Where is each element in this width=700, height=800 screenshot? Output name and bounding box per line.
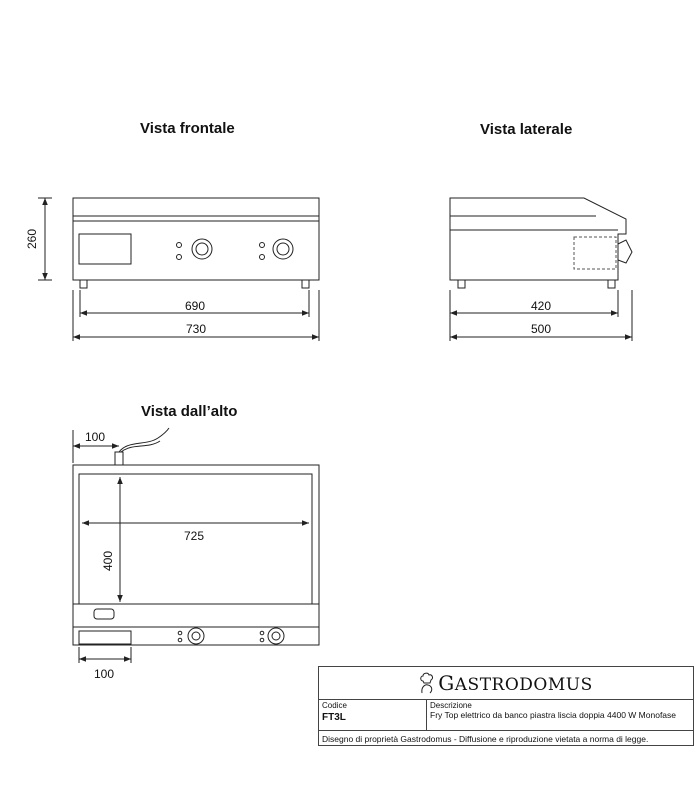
foot [458, 280, 465, 288]
front-height-label: 260 [25, 228, 39, 250]
foot [80, 280, 87, 288]
top-panel-width-label: 100 [93, 667, 115, 681]
code-cell [319, 700, 427, 730]
indicator-light-icon [260, 243, 265, 248]
front-drip-tray [79, 234, 131, 264]
control-knob-icon [273, 239, 293, 259]
top-drip-tray [79, 631, 131, 644]
brand-name: GASTRODOMUS [438, 671, 593, 695]
description-value: Fry Top elettrico da banco piastra liscia doppia 4400 W Monofase [430, 710, 677, 720]
cable-gland [115, 452, 123, 465]
indicator-light-icon [177, 243, 182, 248]
side-body [450, 198, 626, 280]
side-knob-profile [618, 240, 632, 263]
brand-logo [319, 667, 693, 700]
top-view-title: Vista dall’alto [141, 403, 238, 420]
foot [608, 280, 615, 288]
side-drip-tray-hidden [574, 237, 616, 269]
front-view [38, 198, 319, 341]
top-cable-offset-label: 100 [84, 430, 106, 444]
chef-hat-icon [419, 672, 435, 694]
code-label: Codice [322, 701, 347, 710]
control-knob-icon [268, 628, 284, 644]
front-view-title: Vista frontale [140, 120, 235, 137]
top-handle [94, 609, 114, 619]
front-inner-width-label: 690 [184, 299, 206, 313]
control-knob-icon [277, 243, 289, 255]
front-outer-width-label: 730 [185, 322, 207, 336]
indicator-light-icon [177, 255, 182, 260]
description-label: Descrizione [430, 701, 472, 710]
side-outer-depth-label: 500 [530, 322, 552, 336]
control-knob-icon [196, 243, 208, 255]
side-inner-depth-label: 420 [530, 299, 552, 313]
side-view-title: Vista laterale [480, 121, 573, 138]
side-view [450, 198, 632, 341]
title-block-footer: Disegno di proprietà Gastrodomus - Diffusione e riproduzione vietata a norma di legge. [322, 734, 649, 744]
control-knob-icon [192, 239, 212, 259]
top-plate-width-label: 725 [183, 529, 205, 543]
control-knob-icon [188, 628, 204, 644]
indicator-light-icon [260, 255, 265, 260]
title-block-info-row [319, 700, 693, 731]
code-value: FT3L [322, 712, 346, 723]
foot [302, 280, 309, 288]
top-plate-depth-label: 400 [101, 550, 115, 572]
title-block [318, 666, 694, 746]
description-cell [427, 700, 693, 730]
top-view [73, 428, 319, 663]
